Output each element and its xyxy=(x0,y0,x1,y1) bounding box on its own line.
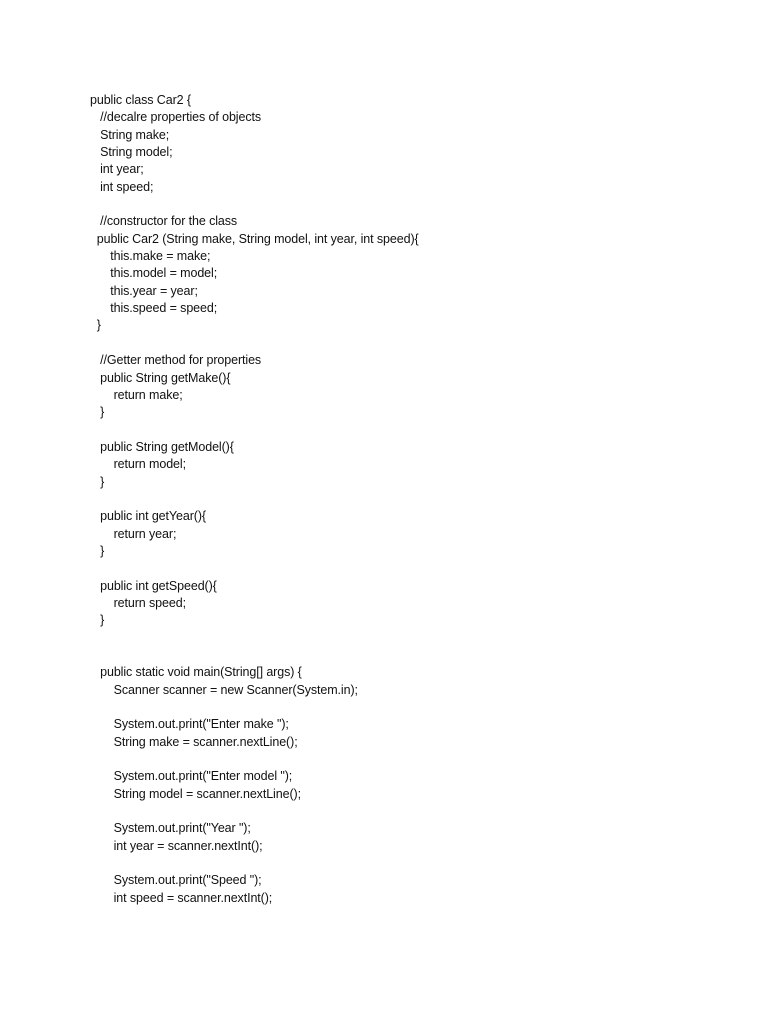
blank-line xyxy=(90,751,690,768)
code-line: System.out.print("Speed "); xyxy=(90,873,262,888)
code-line: int speed = scanner.nextInt(); xyxy=(90,890,273,905)
blank-line xyxy=(90,699,690,716)
code-line: String make = scanner.nextLine(); xyxy=(90,734,298,749)
code-line: System.out.print("Enter make "); xyxy=(90,717,289,732)
code-line: public Car2 (String make, String model, int year, int speed){ xyxy=(90,231,419,246)
code-line: } xyxy=(90,474,105,489)
code-line: } xyxy=(90,405,105,420)
code-line: return year; xyxy=(90,526,177,541)
code-line: String model; xyxy=(90,145,173,160)
code-line: int year = scanner.nextInt(); xyxy=(90,838,263,853)
blank-line xyxy=(90,491,690,508)
code-line: public String getModel(){ xyxy=(90,439,234,454)
blank-line xyxy=(90,855,690,872)
blank-line xyxy=(90,560,690,577)
code-line: this.year = year; xyxy=(90,283,198,298)
blank-line xyxy=(90,422,690,439)
code-line: this.make = make; xyxy=(90,249,211,264)
blank-line xyxy=(90,630,690,647)
code-line: String make; xyxy=(90,127,170,142)
code-comment: //Getter method for properties xyxy=(90,353,262,368)
code-line: } xyxy=(90,543,105,558)
code-line: System.out.print("Enter model "); xyxy=(90,769,293,784)
blank-line xyxy=(90,335,690,352)
code-line: this.speed = speed; xyxy=(90,301,218,316)
blank-line xyxy=(90,647,690,664)
code-line: return speed; xyxy=(90,595,186,610)
code-line: public class Car2 { xyxy=(90,93,191,107)
code-line: String model = scanner.nextLine(); xyxy=(90,786,301,801)
code-line: public int getYear(){ xyxy=(90,509,206,524)
code-line: int year; xyxy=(90,162,144,177)
code-line: public String getMake(){ xyxy=(90,370,231,385)
code-line: return model; xyxy=(90,457,186,472)
code-listing xyxy=(90,92,690,907)
code-line: return make; xyxy=(90,387,183,402)
code-line: Scanner scanner = new Scanner(System.in); xyxy=(90,682,358,697)
code-line: } xyxy=(90,613,105,628)
code-line: public static void main(String[] args) { xyxy=(90,665,302,680)
code-line: } xyxy=(90,318,101,333)
code-line: public int getSpeed(){ xyxy=(90,578,217,593)
blank-line xyxy=(90,803,690,820)
code-line: int speed; xyxy=(90,179,154,194)
code-line: this.model = model; xyxy=(90,266,218,281)
blank-line xyxy=(90,196,690,213)
code-line: System.out.print("Year "); xyxy=(90,821,251,836)
code-comment: //constructor for the class xyxy=(90,214,238,229)
code-comment: //decalre properties of objects xyxy=(90,110,261,125)
